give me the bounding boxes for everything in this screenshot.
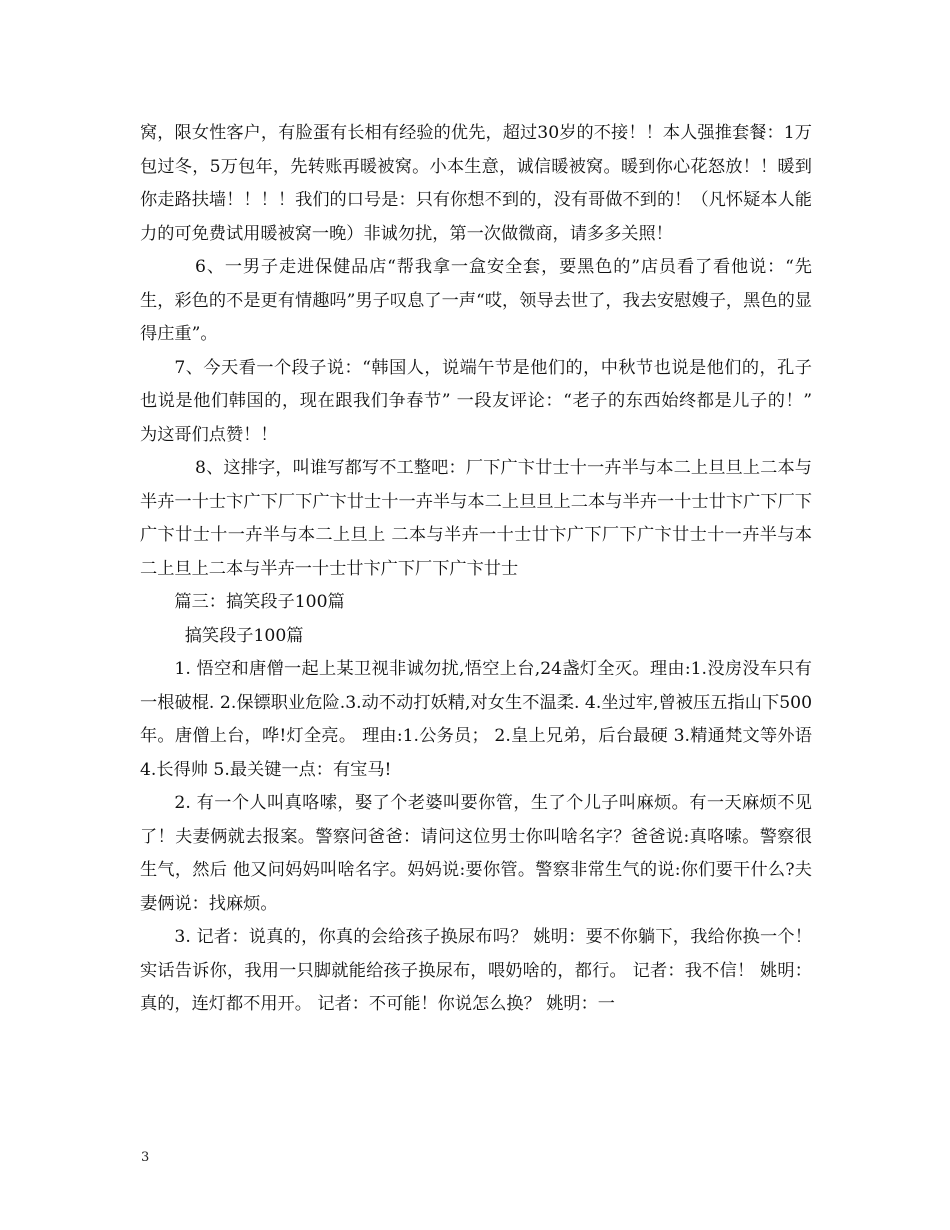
paragraph-item-7: 7、今天看一个段子说：“韩国人，说端午节是他们的，中秋节也说是他们的，孔子也说是他们韩国的，现在跟我们争春节” 一段友评论：“老子的东西始终都是儿子的！” 为这哥们点赞！！ xyxy=(140,357,812,445)
page-number: 3 xyxy=(141,1150,150,1165)
paragraph-continuation: 窝，限女性客户，有脸蛋有长相有经验的优先，超过30岁的不接！！本人强推套餐：1万包过冬，5万包年，先转账再暖被窝。小本生意，诚信暖被窝。暖到你心花怒放！！暖到你走路扶墙！！！！我们的口号是：只有你想不到的，没有哥做不到的！（凡怀疑本人能力的可免费试用暖被窝一晚）非诚勿扰，第一次做微商，请多多关照！ xyxy=(140,123,812,244)
section-subheading: 搞笑段子100篇 xyxy=(184,625,304,646)
section-heading: 篇三：搞笑段子100篇 xyxy=(174,592,345,612)
joke-1: 1. 悟空和唐僧一起上某卫视非诚勿扰,悟空上台,24盏灯全灭。理由:1.没房没车只有一根破棍. 2.保镖职业危险.3.动不动打妖精,对女生不温柔. 4.坐过牢,曾被压五指山下500年。唐僧上台，哗!灯全亮。 理由:1.公务员； 2.皇上兄弟，后台最硬 3.精通梵文等外语 4.长得帅 5.最关键一点：有宝马! xyxy=(140,659,812,780)
body-text xyxy=(140,117,812,1022)
joke-2: 2. 有一个人叫真咯嗦，娶了个老婆叫要你管，生了个儿子叫麻烦。有一天麻烦不见了！夫妻俩就去报案。警察问爸爸：请问这位男士你叫啥名字？爸爸说:真咯嗦。警察很生气，然后 他又问妈妈叫啥名字。妈妈说:要你管。警察非常生气的说:你们要干什么?夫妻俩说：找麻烦。 xyxy=(140,793,812,914)
joke-3: 3. 记者：说真的，你真的会给孩子换尿布吗？ 姚明：要不你躺下，我给你换一个！实话告诉你，我用一只脚就能给孩子换尿布，喂奶啥的，都行。 记者：我不信！ 姚明：真的，连灯都不用开。 记者：不可能！你说怎么换？ 姚明：一 xyxy=(140,927,812,1014)
paragraph-item-8: 8、这排字，叫谁写都写不工整吧：厂下广卞廿士十一卉半与本二上旦旦上二本与半卉一十士卞广下厂下广卞廿士十一卉半与本二上旦旦上二本与半卉一十士廿卞广下厂下广卞廿士十一卉半与本二上旦上 二本与半卉一十士廿卞广下厂下广卞廿士十一卉半与本二上旦上二本与半卉一十士廿卞广下厂下广卞廿士 xyxy=(140,458,812,579)
paragraph-item-6: 6、一男子走进保健品店“帮我拿一盒安全套，要黑色的”店员看了看他说：“先生，彩色的不是更有情趣吗”男子叹息了一声“哎，领导去世了，我去安慰嫂子，黑色的显得庄重”。 xyxy=(140,257,812,344)
